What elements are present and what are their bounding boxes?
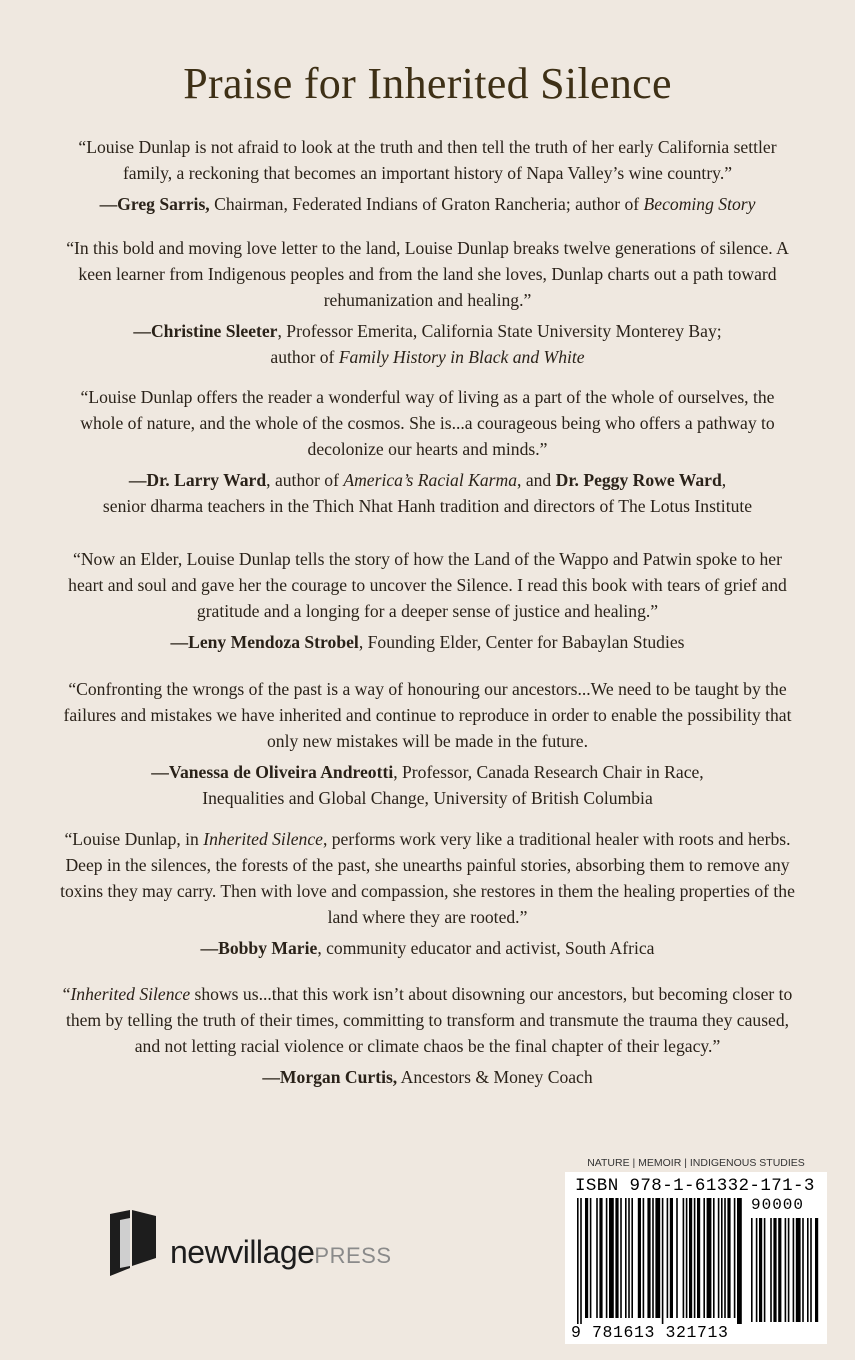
barcode-bar (647, 1198, 650, 1318)
quote-book-title: Inherited Silence (70, 984, 191, 1004)
subject-categories: NATURE | MEMOIR | INDIGENOUS STUDIES (587, 1157, 805, 1169)
barcode-bar (734, 1198, 736, 1318)
attribution-role-line2: author of (270, 347, 339, 367)
praise-blurb (60, 826, 795, 961)
barcode-bar (788, 1218, 790, 1322)
barcode-bar (713, 1198, 715, 1318)
attribution-role: , community educator and activist, South Africa (317, 938, 655, 958)
barcode-bar (609, 1198, 614, 1318)
blurb-attribution (60, 935, 795, 961)
barcode-bar (670, 1198, 673, 1318)
barcode-bar (596, 1198, 598, 1318)
barcode-bar (815, 1218, 818, 1322)
barcode-bar (580, 1198, 582, 1324)
praise-blurb (60, 676, 795, 811)
barcode-bar (810, 1218, 812, 1322)
barcode-bar (785, 1218, 787, 1322)
barcode-bar (676, 1198, 678, 1318)
blurb-attribution (60, 191, 795, 217)
barcode-bar (751, 1218, 753, 1322)
blurb-quote: “Louise Dunlap offers the reader a wonderful way of living as a part of the whole of ourselves, the whole of nature, and the whole of the cosmos. She is...a courageous being who offers a pathway to decolonize our hearts and minds.” (80, 387, 775, 459)
barcode-panel (565, 1172, 827, 1344)
barcode-bar (703, 1198, 705, 1318)
barcode-bar (694, 1198, 696, 1318)
barcode-bar (724, 1198, 726, 1318)
attribution-role: , Professor, Canada Research Chair in Race, (393, 762, 704, 782)
barcode-bar (683, 1198, 685, 1318)
ean-digits: 9 781613 321713 (571, 1323, 729, 1342)
barcode-bar (590, 1198, 592, 1318)
barcode-bar (638, 1198, 641, 1318)
attribution-role: , Founding Elder, Center for Babaylan Studies (358, 632, 685, 652)
blurb-quote: “Louise Dunlap is not afraid to look at the truth and then tell the truth of her early California settler family, a reckoning that becomes an important history of Napa Valley’s wine country.” (78, 137, 777, 183)
attribution-name: —Dr. Larry Ward (128, 470, 267, 490)
attribution-name: —Morgan Curtis, (262, 1067, 398, 1087)
barcode-bar (721, 1198, 723, 1318)
attribution-book-title: Family History in Black and White (338, 347, 585, 367)
attribution-role-line2: senior dharma teachers in the Thich Nhat Hanh tradition and directors of The Lotus Institute (102, 496, 753, 516)
publisher-logo (100, 1206, 400, 1286)
blurb-quote: “Now an Elder, Louise Dunlap tells the story of how the Land of the Wappo and Patwin spoke to her heart and soul and gave her the courage to uncover the Silence. I read this book with tears of grief and gratitude and a longing for a deeper sense of justice and healing.” (68, 549, 787, 621)
price-addon-digits: 90000 (751, 1196, 805, 1214)
barcode-bar (599, 1198, 602, 1318)
barcode-bar (606, 1198, 608, 1318)
quote-text: shows us...that this work isn’t about disowning our ancestors, but becoming closer to them by telling the truth of their times, committing to transform and transmute the trauma they caused, and not letting racial violence or climate chaos be the final chapter of their legacy.” (65, 984, 793, 1056)
attribution-role-line2: Inequalities and Global Change, University of British Columbia (202, 788, 653, 808)
praise-blurb (60, 384, 795, 519)
barcode-bar (615, 1198, 618, 1318)
blurb-quote (60, 826, 795, 930)
page-title: Praise for Inherited Silence (183, 59, 672, 108)
attribution-comma: , (721, 470, 727, 490)
barcode-bar (662, 1198, 664, 1324)
quote-text: , performs work very like a traditional healer with roots and herbs. Deep in the silences, the forests of the past, she unearths painful stories, absorbing them to remove any toxins they may carry. Then with love and compassion, she restores in them the healing properties of the land where they are rooted.” (60, 829, 795, 927)
barcode-bar (585, 1198, 588, 1318)
praise-blurb (60, 134, 795, 217)
attribution-name-2: Dr. Peggy Rowe Ward (555, 470, 722, 490)
praise-blurb (60, 981, 795, 1090)
barcode-bar (737, 1198, 742, 1324)
attribution-name: —Greg Sarris, (99, 194, 210, 214)
attribution-role: , author of (266, 470, 344, 490)
barcode-bar (793, 1218, 795, 1322)
barcode-bar (667, 1198, 669, 1318)
barcode-bar (652, 1198, 654, 1318)
blurb-attribution (60, 1064, 795, 1090)
blurb-attribution (60, 318, 795, 370)
blurb-quote: “Confronting the wrongs of the past is a way of honouring our ancestors...We need to be taught by the failures and mistakes we have inherited and continue to reproduce in order to enable the possibility that only new mistakes will be made in the future. (63, 679, 792, 751)
blurb-attribution (60, 759, 795, 811)
barcode-bar (631, 1198, 633, 1318)
attribution-name: —Vanessa de Oliveira Andreotti (151, 762, 394, 782)
barcode-bar (778, 1218, 781, 1322)
attribution-name: —Christine Sleeter (133, 321, 278, 341)
barcode-bar (689, 1198, 692, 1318)
attribution-role: , Professor Emerita, California State University Monterey Bay; (277, 321, 722, 341)
publisher-name-press: PRESS (314, 1243, 392, 1268)
barcode-bars (565, 1172, 827, 1344)
barcode-bar (643, 1198, 645, 1318)
barcode-bar (796, 1218, 801, 1322)
barcode-bar (773, 1218, 776, 1322)
barcode-bar (764, 1218, 766, 1322)
barcode-bar (577, 1198, 579, 1324)
isbn-text: ISBN 978-1-61332-171-3 (575, 1176, 815, 1196)
barcode-bar (686, 1198, 688, 1318)
barcode-bar (697, 1198, 700, 1318)
barcode-bar (707, 1198, 712, 1318)
attribution-book-title: America’s Racial Karma (343, 470, 518, 490)
blurb-attribution (60, 467, 795, 519)
barcode-bar (620, 1198, 622, 1318)
publisher-name (170, 1234, 392, 1271)
barcode-bar (628, 1198, 630, 1318)
barcode-bar (807, 1218, 809, 1322)
barcode-bar (718, 1198, 720, 1318)
attribution-joiner: , and (517, 470, 556, 490)
barcode-bar (655, 1198, 660, 1318)
praise-blurb (60, 235, 795, 370)
quote-text: “Louise Dunlap, in (64, 829, 204, 849)
barcode-bar (756, 1218, 758, 1322)
barcode-block (565, 1152, 827, 1344)
publisher-name-main: newvillage (170, 1234, 315, 1270)
attribution-role: Chairman, Federated Indians of Graton Rancheria; author of (209, 194, 644, 214)
attribution-book-title: Becoming Story (643, 194, 756, 214)
attribution-role: Ancestors & Money Coach (397, 1067, 593, 1087)
praise-blurb (60, 546, 795, 655)
attribution-name: —Bobby Marie (200, 938, 318, 958)
attribution-name: —Leny Mendoza Strobel (170, 632, 359, 652)
barcode-bar (727, 1198, 730, 1318)
barcode-bar (759, 1218, 762, 1322)
barcode-bar (770, 1218, 772, 1322)
quote-book-title: Inherited Silence (203, 829, 323, 849)
publisher-logo-icon (100, 1206, 162, 1278)
quote-text: “ (62, 984, 71, 1004)
barcode-bar (625, 1198, 627, 1318)
blurb-attribution (60, 629, 795, 655)
blurb-quote: “In this bold and moving love letter to the land, Louise Dunlap breaks twelve generations of silence. A keen learner from Indigenous peoples and from the land she loves, Dunlap charts out a path toward rehumanization and healing.” (66, 238, 789, 310)
blurb-quote (60, 981, 795, 1059)
barcode-bar (802, 1218, 804, 1322)
